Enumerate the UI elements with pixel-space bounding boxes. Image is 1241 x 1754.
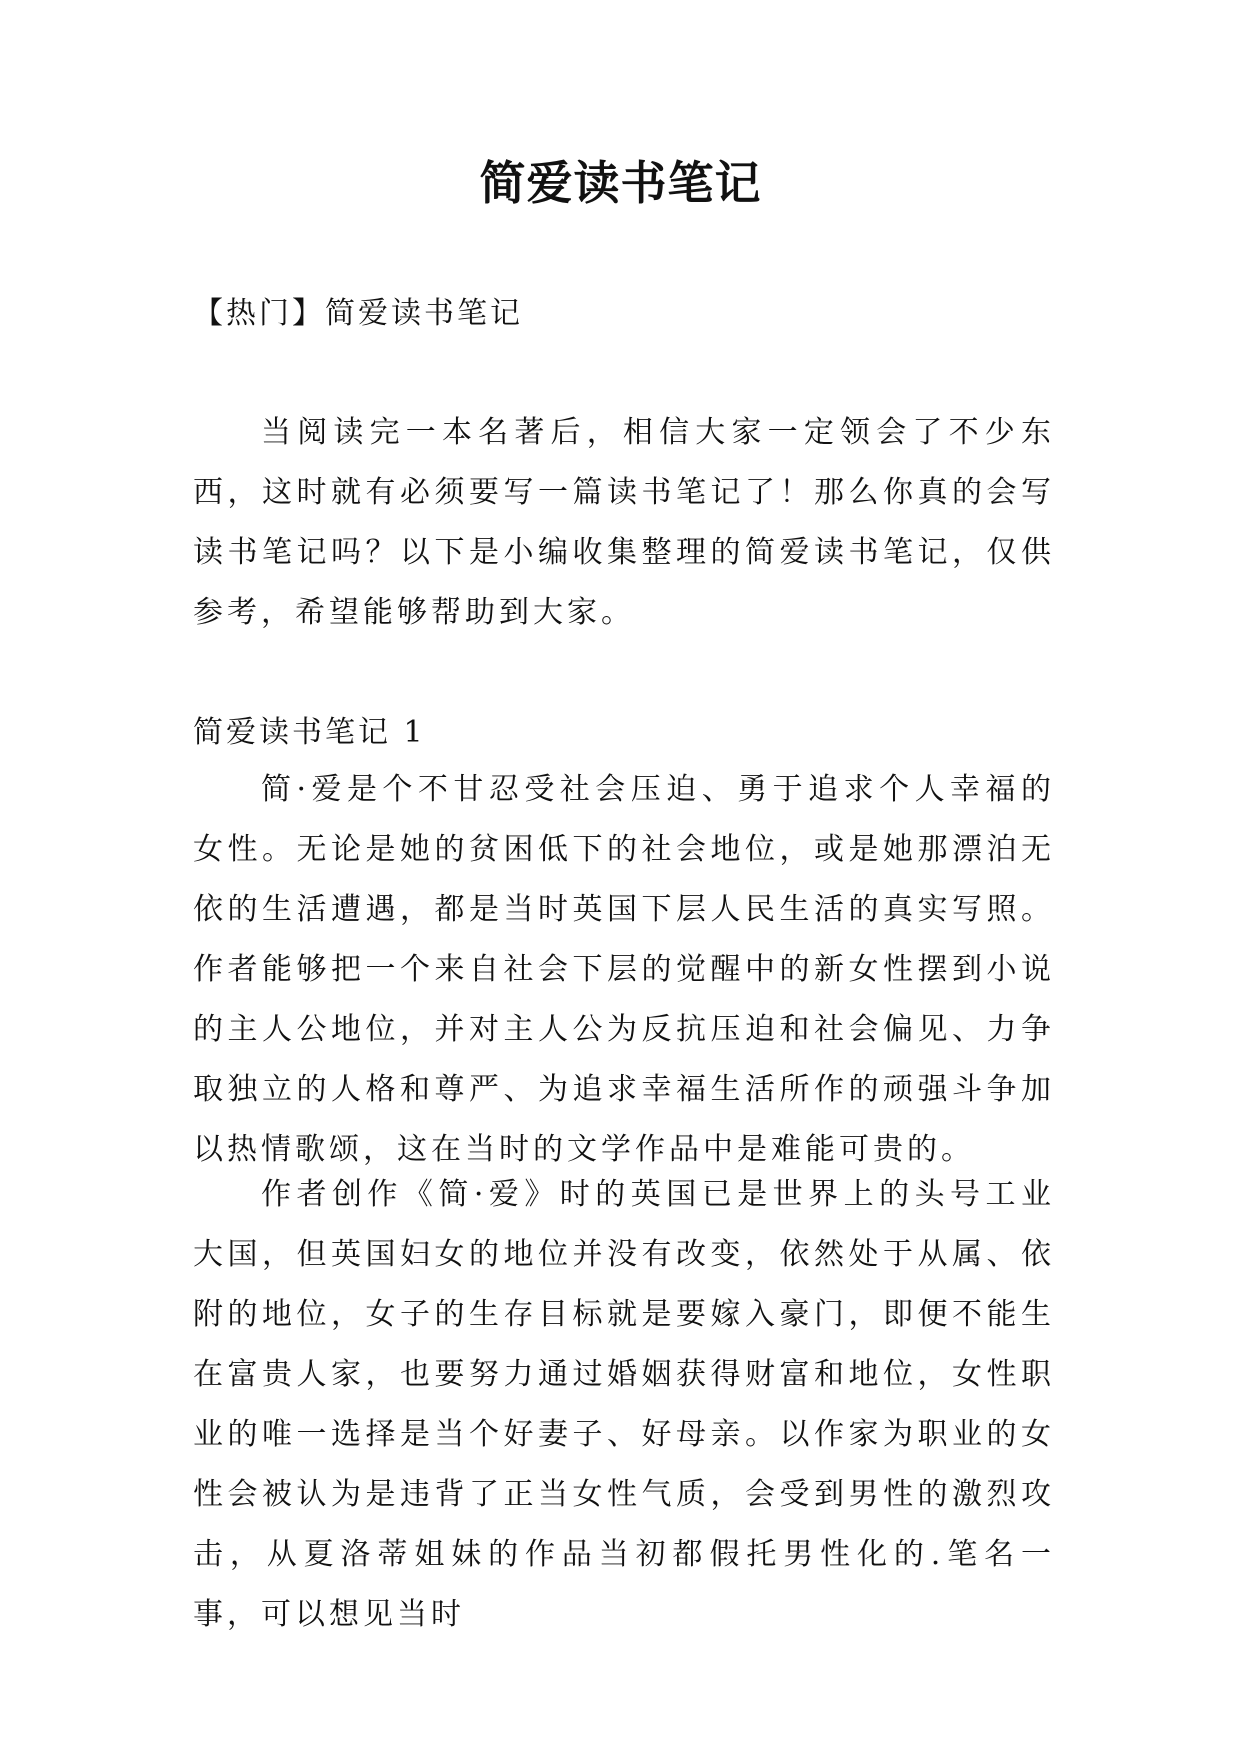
intro-paragraph: 当阅读完一本名著后，相信大家一定领会了不少东西，这时就有必须要写一篇读书笔记了！那么你真的会写读书笔记吗？以下是小编收集整理的简爱读书笔记，仅供参考，希望能够帮助到大家。	[193, 415, 1055, 630]
document-title: 简爱读书笔记	[479, 156, 762, 210]
section-heading: 简爱读书笔记 1	[193, 715, 426, 750]
body-paragraph-1: 简·爱是个不甘忍受社会压迫、勇于追求个人幸福的女性。无论是她的贫困低下的社会地位，或是她那漂泊无依的生活遭遇，都是当时英国下层人民生活的真实写照。作者能够把一个来自社会下层的觉醒中的新女性摆到小说的主人公地位，并对主人公为反抗压迫和社会偏见、力争取独立的人格和尊严、为追求幸福生活所作的顽强斗争加以热情歌颂，这在当时的文学作品中是难能可贵的。	[193, 772, 1055, 1167]
document-subtitle: 【热门】简爱读书笔记	[193, 296, 523, 331]
body-paragraph-2: 作者创作《简·爱》时的英国已是世界上的头号工业大国，但英国妇女的地位并没有改变，依然处于从属、依附的地位，女子的生存目标就是要嫁入豪门，即便不能生在富贵人家，也要努力通过婚姻获得财富和地位，女性职业的唯一选择是当个好妻子、好母亲。以作家为职业的女性会被认为是违背了正当女性气质，会受到男性的激烈攻击，从夏洛蒂姐妹的作品当初都假托男性化的.笔名一事，可以想见当时	[193, 1177, 1055, 1632]
